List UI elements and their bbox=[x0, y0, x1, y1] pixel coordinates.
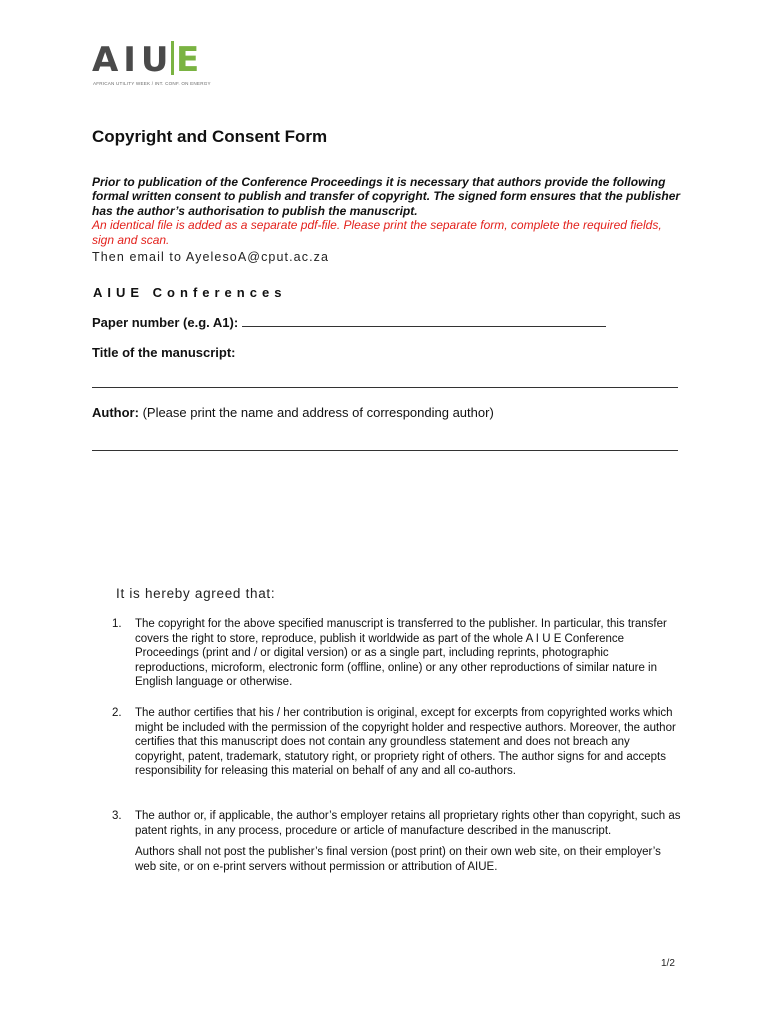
intro-instructions: An identical file is added as a separate pdf-file. Please print the separate form, complete the required fields, sign and scan. bbox=[92, 218, 662, 247]
logo-letter-u: U bbox=[140, 40, 169, 80]
logo-letter-e: E bbox=[176, 40, 200, 80]
clause-number: 3. bbox=[112, 810, 122, 822]
intro-notice: Prior to publication of the Conference Proceedings it is necessary that authors provide the following formal written consent to publish and transfer of copyright. The signed form ensures that the publisher has the author’s authorisation to publish the manuscript. bbox=[92, 175, 681, 218]
logo-letter-i: I bbox=[123, 40, 137, 80]
logo-tagline: AFRICAN UTILITY WEEK / INT. CONF. ON ENERGY bbox=[93, 81, 211, 86]
clause-text: The copyright for the above specified manuscript is transferred to the publisher. In particular, this transfer covers the right to store, reproduce, publish it worldwide as part of the whole A I U E Conference Proceedings (print and / or digital version) or as a single part, including reprints, photographic reproductions, microform, electronic form (offline, online) or any other reproductions of similar nature in English language or otherwise. bbox=[135, 618, 667, 689]
agreement-heading: It is hereby agreed that: bbox=[116, 586, 276, 601]
paper-number-label: Paper number (e.g. A1): bbox=[92, 315, 239, 330]
clause-text: The author or, if applicable, the author’s employer retains all proprietary rights other than copyright, such as patent rights, in any process, procedure or article of manufacture described in the manuscript. bbox=[135, 810, 681, 837]
author-row bbox=[92, 405, 494, 420]
logo-divider-bar bbox=[171, 41, 174, 75]
clause-number: 1. bbox=[112, 618, 122, 630]
logo-wordmark bbox=[92, 41, 200, 79]
author-instruction: (Please print the name and address of corresponding author) bbox=[142, 405, 494, 420]
intro-paragraph bbox=[92, 175, 682, 247]
email-instruction: Then email to AyelesoA@cput.ac.za bbox=[92, 250, 330, 264]
clause-number: 2. bbox=[112, 707, 122, 719]
clause-1 bbox=[112, 617, 682, 690]
paper-number-field[interactable] bbox=[242, 314, 606, 327]
page-title: Copyright and Consent Form bbox=[92, 127, 328, 146]
clause-2 bbox=[112, 706, 682, 779]
clause-3 bbox=[112, 809, 682, 874]
manuscript-title-field[interactable] bbox=[92, 387, 678, 388]
conference-heading: AIUE Conferences bbox=[93, 285, 287, 300]
author-label: Author: bbox=[92, 405, 139, 420]
aiue-logo bbox=[92, 40, 211, 87]
clause-text: The author certifies that his / her contribution is original, except for excerpts from copyrighted works which might be included with the permission of the copyright holder and respective authors. Moreover, the author certifies that this manuscript does not contain any groundless statement and does not breach any copyright, patent, trademark, statutory right, or propriety right of others. The author signs for and accepts responsibility for releasing this material on behalf of any and all co-authors. bbox=[135, 707, 676, 778]
logo-letter-a: A bbox=[92, 40, 119, 80]
author-field[interactable] bbox=[92, 450, 678, 451]
manuscript-title-label: Title of the manuscript: bbox=[92, 345, 236, 360]
paper-number-row bbox=[92, 314, 606, 330]
clause-text-continued: Authors shall not post the publisher’s final version (post print) on their own web site, on their employer’s web site, or on e-print servers without permission or attribution of AIUE. bbox=[135, 846, 661, 873]
page-number: 1/2 bbox=[661, 958, 675, 969]
